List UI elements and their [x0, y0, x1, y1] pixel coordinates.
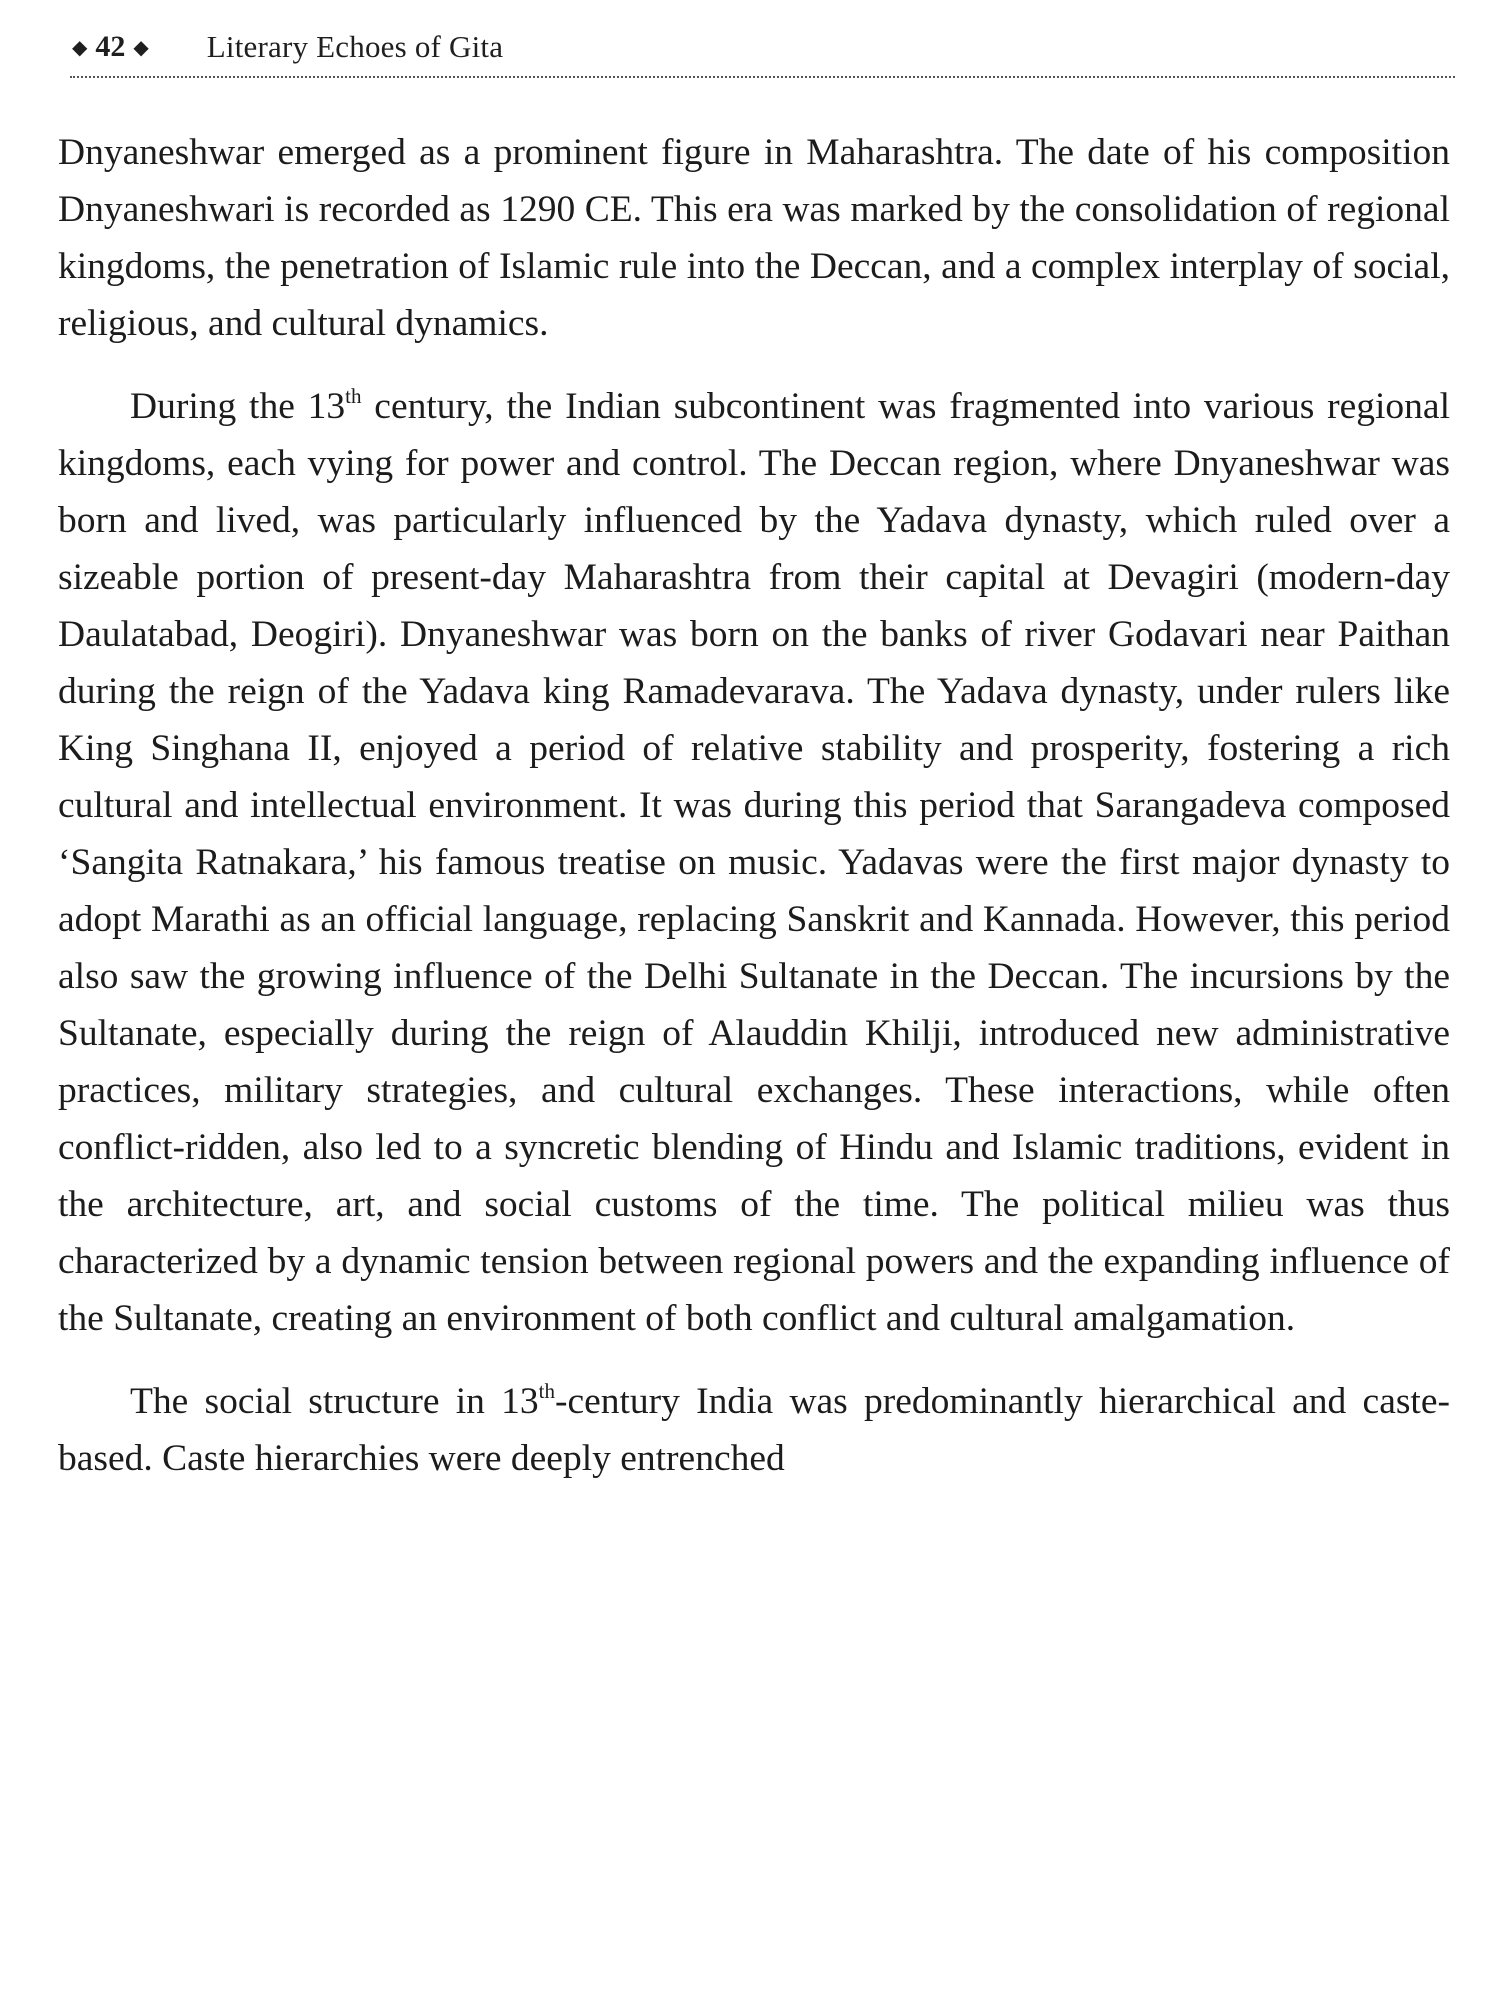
diamond-bullet-icon: ◆: [72, 37, 88, 59]
header-divider: [70, 76, 1455, 78]
superscript: th: [538, 1379, 555, 1403]
body-text: [58, 124, 1450, 1513]
diamond-bullet-icon: ◆: [133, 37, 149, 59]
paragraph-text: During the 13: [130, 386, 346, 427]
superscript: th: [345, 384, 362, 408]
book-title: Literary Echoes of Gita: [206, 29, 504, 64]
paragraph-text: -century India was predominantly hierarchical and caste-based. Caste hierarchies were deeply entrenched: [58, 1381, 1450, 1479]
paragraph: [58, 124, 1450, 352]
page-number: 42: [95, 30, 126, 63]
paragraph: [58, 1373, 1450, 1487]
paragraph-text: The social structure in 13: [130, 1381, 539, 1422]
running-header: [72, 22, 1457, 72]
paragraph-text: Dnyaneshwar emerged as a prominent figure in Maharashtra. The date of his composition Dnyaneshwari is recorded as 1290 CE. This era was marked by the consolidation of regional kingdoms, the penetration of Islamic rule into the Deccan, and a complex interplay of social, religious, and cultural dynamics.: [58, 132, 1450, 344]
paragraph-text: century, the Indian subcontinent was fragmented into various regional kingdoms, each vying for power and control. The Deccan region, where Dnyaneshwar was born and lived, was particularly influenced by the Yadava dynasty, which ruled over a sizeable portion of present-day Maharashtra from their capital at Devagiri (modern-day Daulatabad, Deogiri). Dnyaneshwar was born on the banks of river Godavari near Paithan during the reign of the Yadava king Ramadevarava. The Yadava dynasty, under rulers like King Singhana II, enjoyed a period of relative stability and prosperity, fostering a rich cultural and intellectual environment. It was during this period that Sarangadeva composed ‘Sangita Ratnakara,’ his famous treatise on music. Yadavas were the first major dynasty to adopt Marathi as an official language, replacing Sanskrit and Kannada. However, this period also saw the growing influence of the Delhi Sultanate in the Deccan. The incursions by the Sultanate, especially during the reign of Alauddin Khilji, introduced new administrative practices, military strategies, and cultural exchanges. These interactions, while often conflict-ridden, also led to a syncretic blending of Hindu and Islamic traditions, evident in the architecture, art, and social customs of the time. The political milieu was thus characterized by a dynamic tension between regional powers and the expanding influence of the Sultanate, creating an environment of both conflict and cultural amalgamation.: [58, 386, 1450, 1339]
paragraph: [58, 378, 1450, 1347]
